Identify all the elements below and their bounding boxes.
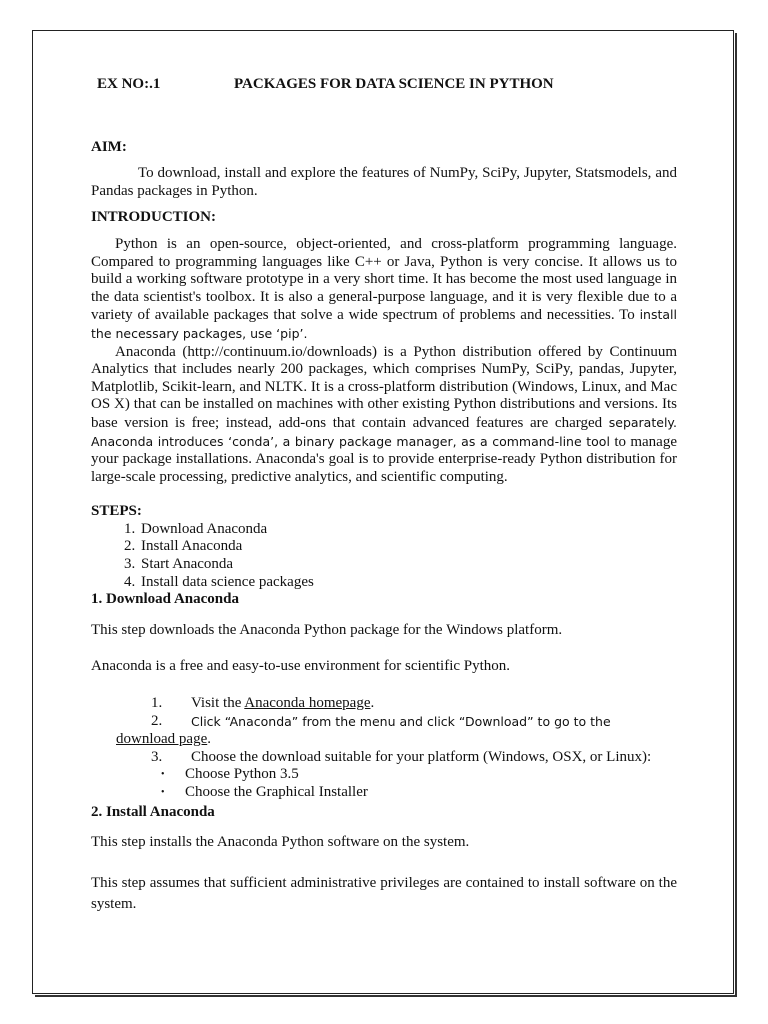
intro-p1-tail: install the necessary packages, use ‘pip’.	[91, 307, 677, 341]
item-text: Choose the download suitable for your platform (Windows, OSX, or Linux):	[191, 748, 652, 765]
item-punct: .	[370, 695, 375, 712]
list-item: • Choose Python 3.5	[185, 766, 677, 784]
steps-list	[91, 521, 677, 591]
section-1-heading: 1. Download Anaconda	[91, 591, 239, 608]
platform-choices	[91, 766, 677, 801]
item-number: 3.	[151, 748, 163, 765]
aim-heading: AIM:	[91, 138, 127, 155]
intro-p2-sans: separately. Anaconda introduces ‘conda’, a binary package manager, as a command-line tool	[91, 414, 677, 449]
list-item-continuation	[91, 731, 677, 749]
item-text: Visit the	[191, 695, 245, 712]
document-title: PACKAGES FOR DATA SCIENCE IN PYTHON	[234, 76, 554, 92]
item-text: Click “Anaconda” from the menu and click “Download” to go to the	[191, 713, 611, 729]
list-item: 4. Install data science packages	[139, 574, 677, 592]
item-number: 2.	[151, 712, 163, 729]
introduction-paragraph-2	[91, 344, 677, 487]
list-item	[91, 713, 677, 732]
steps-heading: STEPS:	[91, 503, 142, 520]
download-page-link[interactable]: download page	[116, 731, 208, 748]
document-header	[97, 76, 677, 94]
document-body	[91, 76, 677, 915]
section-2-paragraph-2: This step assumes that sufficient administrative privileges are contained to install software on the system.	[91, 874, 677, 912]
section-1-paragraph-2: Anaconda is a free and easy-to-use environment for scientific Python.	[91, 658, 511, 675]
download-instructions	[91, 695, 677, 802]
intro-p1-main: Python is an open-source, object-oriented, and cross-platform programming language. Compared to programming languages like C++ or Java, Python is very concise. It allows us to build a working software prototype in a very short time. It has become the most used language in the data scientist's toolbox. It is also a general-purpose language, and it is very flexible due to a variety of available packages that solve a wide spectrum of problems and necessities. To	[91, 235, 677, 324]
intro-p2-tail: to manage your package installations. Anaconda's goal is to provide enterprise-ready Python distribution for large-scale processing, predictive analytics, and scientific computing.	[91, 433, 677, 485]
section-2-paragraph-1: This step installs the Anaconda Python software on the system.	[91, 834, 470, 851]
intro-p2-main: Anaconda (http://continuum.io/downloads) is a Python distribution offered by Continuum Analytics that includes nearly 200 packages, which comprises NumPy, SciPy, pandas, Jupyter, Matplotlib, Scikit-learn, and NLTK. It is a cross-platform distribution (Windows, Linux, and Mac OS X) that can be installed on machines with other existing Python distributions and versions. Its base version is free; instead, add-ons that contain advanced features are charged	[91, 343, 677, 431]
list-item	[91, 749, 677, 767]
list-item: 1. Download Anaconda	[139, 521, 677, 539]
list-item	[91, 695, 677, 713]
item-punct: .	[207, 731, 211, 748]
introduction-paragraph-1	[91, 236, 677, 344]
list-item: • Choose the Graphical Installer	[185, 784, 677, 802]
anaconda-homepage-link[interactable]: Anaconda homepage	[244, 695, 371, 712]
section-1-paragraph-1: This step downloads the Anaconda Python package for the Windows platform.	[91, 621, 563, 638]
item-number: 1.	[151, 695, 163, 712]
list-item: 3. Start Anaconda	[139, 556, 677, 574]
section-2-heading: 2. Install Anaconda	[91, 803, 215, 820]
introduction-heading: INTRODUCTION:	[91, 209, 217, 226]
exercise-number: EX NO:.1	[97, 76, 161, 92]
aim-text: To download, install and explore the features of NumPy, SciPy, Jupyter, Statsmodels, and Pandas packages in Python.	[91, 165, 677, 199]
list-item: 2. Install Anaconda	[139, 538, 677, 556]
